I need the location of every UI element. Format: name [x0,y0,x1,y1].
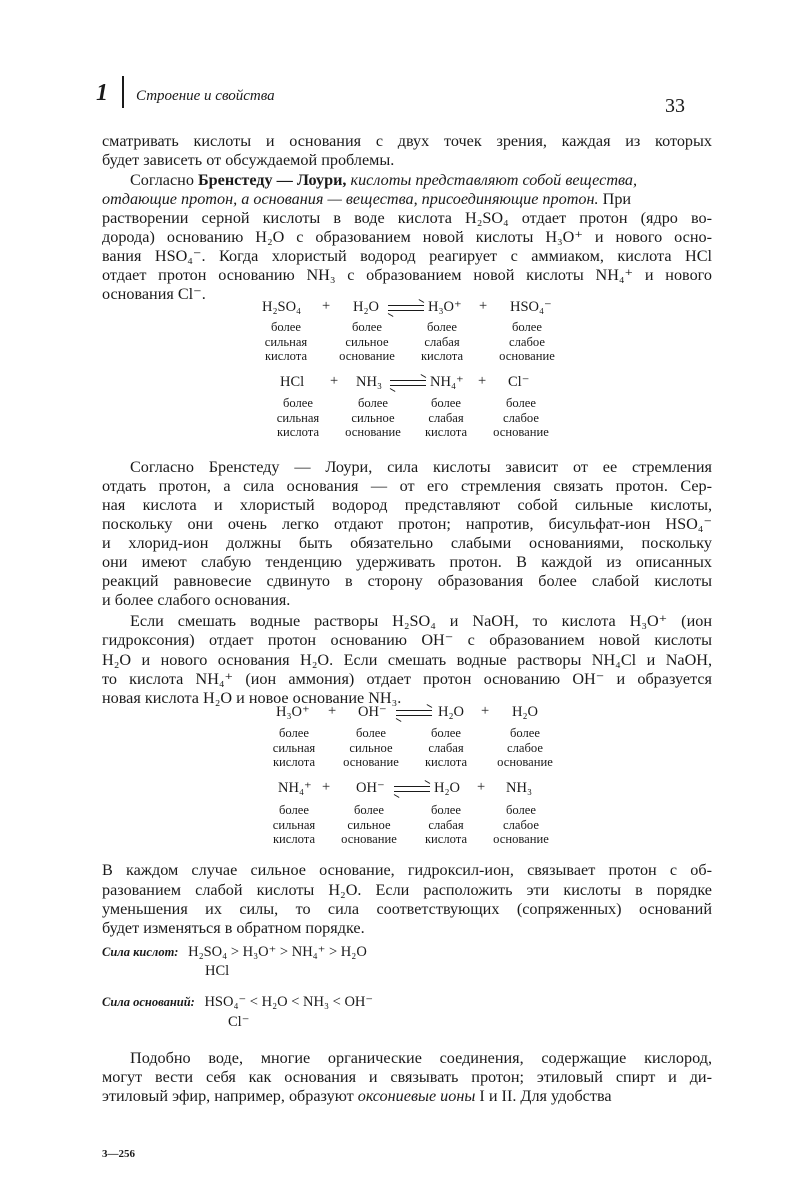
eq4-species: H₂O [434,780,460,796]
para2-line: растворении серной кислоты в воде кислота H₂SO₄ отдает протон (ядро во- [102,209,712,227]
eq3-label: более сильное основание [343,726,399,770]
signature-mark: 3—256 [102,1148,135,1160]
eq1-species: HSO₄⁻ [510,299,552,315]
eq3-plus: + [328,703,337,719]
eq2-plus: + [330,373,339,389]
para5-line: разованием слабой кислоты H₂O. Если расположить эти кислоты в порядке [102,881,712,899]
page-number: 33 [665,95,685,117]
eq1-label: более слабая кислота [420,320,464,364]
para2-line: основания Cl⁻. [102,285,206,303]
eq1-label: более слабое основание [499,320,555,364]
eq4-species: NH₃ [506,780,532,796]
chapter-title: Строение и свойства [136,88,275,104]
eq3-label: более сильная кислота [272,726,316,770]
eq4-label: более сильная кислота [272,803,316,847]
eq4-label: более сильное основание [341,803,397,847]
eq4-species: OH⁻ [356,780,385,796]
eq4-label: более слабая кислота [424,803,468,847]
para4-line: гидроксония) отдает протон основанию OH⁻ с образованием новой кислоты [102,631,712,649]
para5-line: В каждом случае сильное основание, гидроксил-ион, связывает протон с об- [102,861,712,879]
acid-series-formula: H₂SO₄ > H₃O⁺ > NH₄⁺ > H₂O [188,944,367,960]
base-series-label: Сила оснований: [102,995,195,1009]
para3-line: и более слабого основания. [102,591,291,609]
para6-line: могут вести себя как основания и связывать протон; этиловый спирт и ди- [102,1068,712,1086]
para3-line: поскольку они очень легко отдают протон; напротив, бисульфат-ион HSO₄⁻ [102,515,712,533]
para6-text: этиловый эфир, например, образуют [102,1087,358,1105]
eq1-label: более сильное основание [339,320,395,364]
base-series-formula: HSO₄⁻ < H₂O < NH₃ < OH⁻ [204,994,374,1010]
eq1-species: H₂SO₄ [262,299,302,315]
eq4-species: NH₄⁺ [278,780,312,796]
eq2-label: более сильная кислота [276,396,320,440]
eq3-species: OH⁻ [358,704,387,720]
eq3-species: H₂O [512,704,538,720]
para2-line: вания HSO₄⁻. Когда хлористый водород реагирует с аммиаком, кислота HCl [102,247,712,265]
eq1-species: H₃O⁺ [428,299,462,315]
para6-line [102,1087,712,1107]
eq3-label: более слабое основание [497,726,553,770]
acid-series-label: Сила кислот: [102,945,179,959]
equilibrium-arrow-icon [388,302,424,314]
para2-term: Бренстеду — Лоури, [197,171,347,189]
acid-strength-series [102,944,367,961]
eq2-species: Cl⁻ [508,374,530,390]
eq2-label: более слабая кислота [424,396,468,440]
eq2-label: более сильное основание [345,396,401,440]
chapter-number: 1 [96,80,108,106]
para1-line: будет зависеть от обсуждаемой проблемы. [102,151,395,169]
para1-line: сматривать кислоты и основания с двух точек зрения, каждая из которых [102,132,712,150]
para3-line: отдать протон, а сила основания — от его стремления связать протон. Сер- [102,477,712,495]
eq2-plus: + [478,373,487,389]
eq3-species: H₂O [438,704,464,720]
para5-line: будет изменяться в обратном порядке. [102,919,365,937]
eq1-species: H₂O [353,299,379,315]
para2-line: дорода) основанию H₂O с образованием новой кислоты H₃O⁺ и нового осно- [102,228,712,246]
eq3-species: H₃O⁺ [276,704,310,720]
para4-line: Если смешать водные растворы H₂SO₄ и NaOH, то кислота H₃O⁺ (ион [130,612,712,630]
eq1-label: более сильная кислота [264,320,308,364]
para2-text: Согласно [130,171,198,189]
eq2-species: NH₃ [356,374,382,390]
para3-line: и хлорид-ион должны быть обязательно слабыми основаниями, поскольку [102,534,712,552]
eq1-plus: + [479,298,488,314]
acid-series-below: HCl [205,963,230,979]
para2-line [102,190,712,210]
equilibrium-arrow-icon [390,377,426,389]
eq2-label: более слабое основание [493,396,549,440]
base-strength-series [102,994,373,1011]
para6-term: оксониевые ионы [357,1087,476,1105]
eq3-plus: + [481,703,490,719]
para3-line: Согласно Бренстеду — Лоури, сила кислоты зависит от ее стремления [130,458,712,476]
para2-definition: кислоты представляют собой вещества, [346,171,638,189]
eq4-plus: + [477,779,486,795]
para5-line: уменьшения их силы, то сила соответствующих (сопряженных) оснований [102,900,712,918]
para6-text: I и II. Для удобства [475,1087,612,1105]
para2-line [130,171,712,191]
equilibrium-arrow-icon [394,783,430,795]
para2-line: отдает протон основанию NH₃ с образованием новой кислоты NH₄⁺ и нового [102,266,712,284]
para2-definition: отдающие протон, а основания — вещества, присоединяющие протон. [102,190,599,208]
para4-line: то кислота NH₄⁺ (ион аммония) отдает протон основанию OH⁻ и образуется [102,670,712,688]
para6-line: Подобно воде, многие органические соединения, содержащие кислород, [130,1049,712,1067]
eq2-species: NH₄⁺ [430,374,464,390]
para4-line: H₂O и нового основания H₂O. Если смешать водные растворы NH₄Cl и NaOH, [102,651,712,669]
equilibrium-arrow-icon [396,707,432,719]
eq4-label: более слабое основание [493,803,549,847]
header-divider [122,76,124,108]
para3-line: они имеют слабую тенденцию удерживать протон. В каждой из описанных [102,553,712,571]
para3-line: ная кислота и хлористый водород представляют собой сильные кислоты, [102,496,712,514]
para3-line: реакций равновесие сдвинуто в сторону образования более слабой кислоты [102,572,712,590]
para4-line: новая кислота H₂O и новое основание NH₃. [102,689,402,707]
eq4-plus: + [322,779,331,795]
eq3-label: более слабая кислота [424,726,468,770]
para2-text: При [598,190,632,208]
base-series-below: Cl⁻ [228,1014,250,1030]
eq2-species: HCl [280,374,305,390]
eq1-plus: + [322,298,331,314]
